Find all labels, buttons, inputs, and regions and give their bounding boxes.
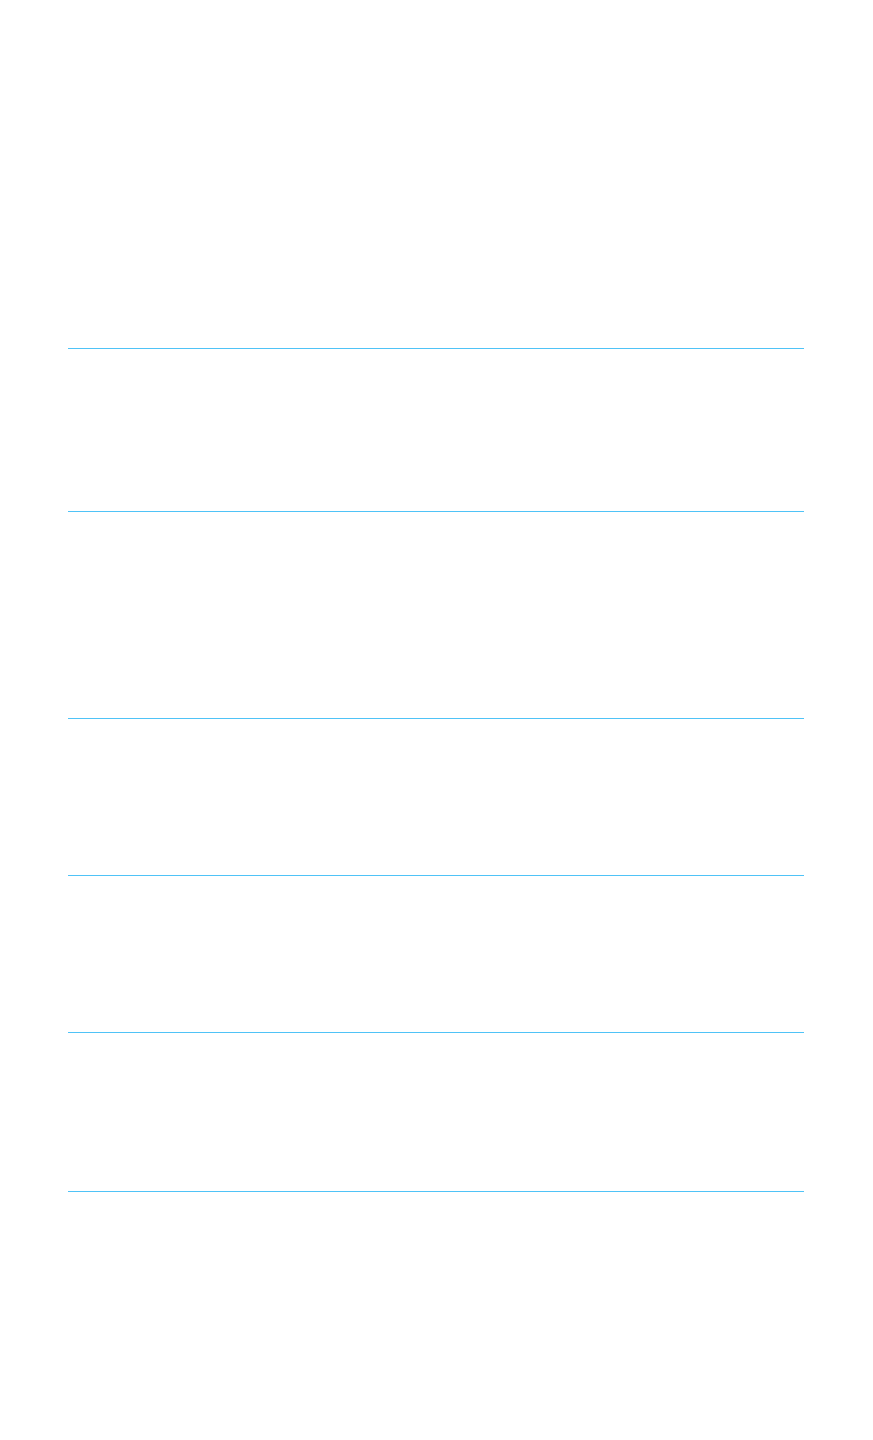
list-item — [68, 719, 804, 875]
list-item — [68, 1033, 804, 1191]
header-area — [0, 0, 873, 348]
footer-area — [0, 1192, 873, 1440]
list-item — [68, 512, 804, 718]
list-item — [68, 876, 804, 1032]
list-item — [68, 349, 804, 511]
